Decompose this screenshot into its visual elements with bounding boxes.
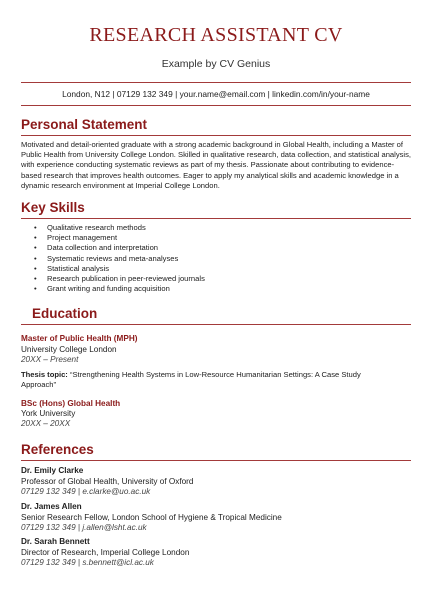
list-item: • Qualitative research methods (47, 223, 205, 233)
degree-title: BSc (Hons) Global Health (21, 399, 121, 408)
list-item: • Research publication in peer-reviewed journals (47, 274, 205, 284)
thesis-text: “Strengthening Health Systems in Low-Resource Humanitarian Settings: A Case Study Approach” (21, 370, 361, 390)
list-item: • Data collection and interpretation (47, 243, 205, 253)
divider (21, 218, 411, 219)
reference-name: Dr. Sarah Bennett (21, 537, 90, 546)
degree-dates: 20XX – 20XX (21, 419, 71, 428)
personal-statement-heading: Personal Statement (21, 117, 148, 132)
reference-contact: 07129 132 349 | j.allen@lsht.ac.uk (21, 523, 147, 532)
thesis-label: Thesis topic: (21, 370, 68, 379)
skills-list (21, 223, 205, 294)
reference-role: Director of Research, Imperial College London (21, 548, 190, 557)
list-item: • Systematic reviews and meta-analyses (47, 254, 205, 264)
degree-dates: 20XX – Present (21, 355, 79, 364)
divider (21, 460, 411, 461)
cv-title: RESEARCH ASSISTANT CV (89, 24, 343, 46)
divider (21, 135, 411, 136)
list-item: • Grant writing and funding acquisition (47, 284, 205, 294)
divider (21, 82, 411, 83)
references-heading: References (21, 442, 94, 457)
divider (21, 324, 411, 325)
reference-name: Dr. Emily Clarke (21, 466, 84, 475)
reference-name: Dr. James Allen (21, 502, 82, 511)
cv-subtitle: Example by CV Genius (161, 58, 271, 70)
reference-contact: 07129 132 349 | e.clarke@uo.ac.uk (21, 487, 151, 496)
contact-line: London, N12 | 07129 132 349 | your.name@email.com | linkedin.com/in/your-name (62, 89, 370, 99)
thesis-topic (21, 370, 391, 390)
key-skills-heading: Key Skills (21, 200, 85, 215)
reference-role: Professor of Global Health, University of Oxford (21, 477, 194, 486)
degree-institution: University College London (21, 345, 117, 354)
degree-title: Master of Public Health (MPH) (21, 334, 138, 343)
divider (21, 105, 411, 106)
list-item: • Project management (47, 233, 205, 243)
personal-statement-text: Motivated and detail-oriented graduate with a strong academic background in Global Health, including a Master of Public Health from University College London. Skilled in qualitative research, data collection, and statistical analysis, with experience conducting systematic reviews as part of my thesis. Passionate about contributing to evidence-based research that improves health outcomes. Eager to apply my analytical skills and academic knowledge in a dynamic research environment at Imperial College London. (21, 140, 412, 190)
reference-contact: 07129 132 349 | s.bennett@icl.ac.uk (21, 558, 154, 567)
list-item: • Statistical analysis (47, 264, 205, 274)
education-heading: Education (32, 306, 98, 321)
reference-role: Senior Research Fellow, London School of Hygiene & Tropical Medicine (21, 513, 282, 522)
degree-institution: York University (21, 409, 76, 418)
